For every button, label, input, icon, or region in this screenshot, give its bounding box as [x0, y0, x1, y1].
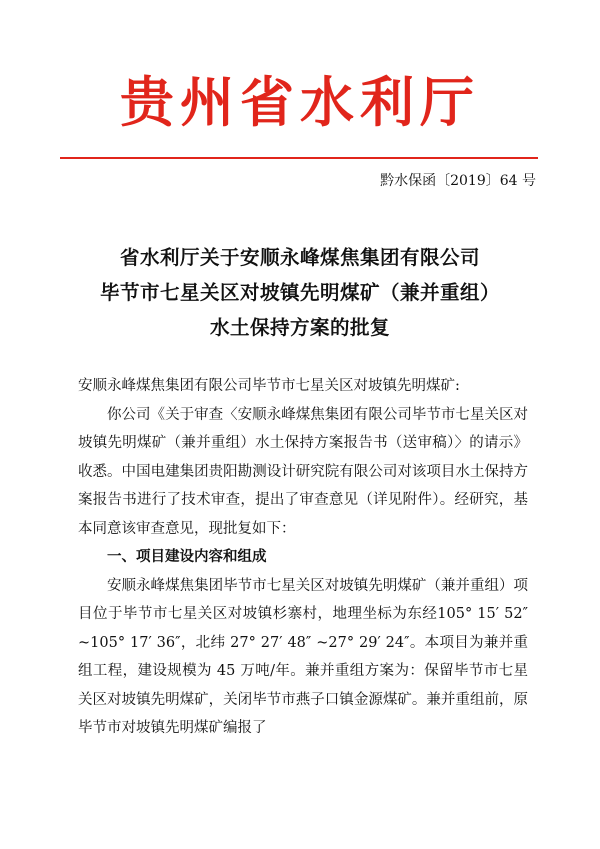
document-number: 黔水保函〔2019〕64 号: [380, 173, 536, 189]
document-body: [78, 372, 528, 743]
agency-letterhead: 贵州省水利厅: [120, 70, 480, 134]
section-heading-1: 一、项目建设内容和组成: [107, 549, 267, 565]
title-line-2: 毕节市七星关区对坡镇先明煤矿（兼并重组）: [99, 281, 500, 304]
letterhead-red-rule: [60, 157, 538, 159]
salutation: 安顺永峰煤焦集团有限公司毕节市七星关区对坡镇先明煤矿:: [78, 378, 460, 394]
title-line-1: 省水利厅关于安顺永峰煤焦集团有限公司: [119, 246, 480, 269]
body-paragraph-2: 安顺永峰煤焦集团毕节市七星关区对坡镇先明煤矿（兼并重组）项目位于毕节市七星关区对坡镇杉寨村，地理坐标为东经105° 15′ 52″ ~105° 17′ 36″，北纬 27° 27′ 48″ ~27° 29′ 24″。本项目为兼并重组工程，建设规模为 45 万吨/年。兼并重组方案为：保留毕节市七星关区对坡镇先明煤矿，关闭毕节市燕子口镇金源煤矿。兼并重组前，原毕节市对坡镇先明煤矿编报了: [78, 577, 528, 736]
document-title: [0, 240, 600, 345]
body-paragraph-1: 你公司《关于审查〈安顺永峰煤焦集团有限公司毕节市七星关区对坡镇先明煤矿（兼并重组）水土保持方案报告书（送审稿）〉的请示》收悉。中国电建集团贵阳勘测设计研究院有限公司对该项目水土保持方案报告书进行了技术审查，提出了审查意见（详见附件）。经研究，基本同意该审查意见，现批复如下：: [78, 406, 528, 537]
title-line-3: 水土保持方案的批复: [209, 316, 390, 339]
